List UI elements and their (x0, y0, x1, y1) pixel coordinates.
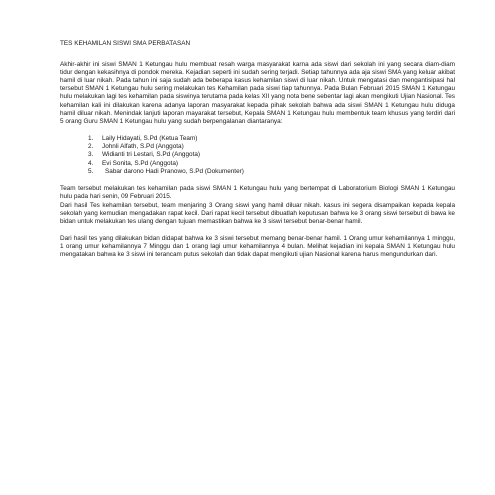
spacer (60, 126, 455, 135)
list-text: Evi Sonita, S.Pd (Anggota) (102, 159, 179, 167)
list-item (88, 135, 455, 143)
spacer (60, 176, 455, 185)
list-number: 5. (88, 168, 94, 176)
list-item (88, 143, 455, 151)
document-page (60, 40, 455, 259)
document-title: TES KEHAMILAN SISWI SMA PERBATASAN (60, 40, 191, 47)
list-text: Sabar darono Hadi Pranowo, S.Pd (Dokumenter) (105, 168, 244, 176)
spacer (60, 226, 455, 235)
list-number: 3. (88, 151, 94, 159)
list-text: Widianti tri Lestari, S.Pd (Anggota) (102, 151, 201, 159)
list-number: 4. (88, 159, 94, 167)
list-item (88, 151, 455, 159)
paragraph-team-test: Team tersebut melakukan tes kehamilan pada siswi SMAN 1 Ketungau hulu yang bertempat di Laboratorium Biologi SMAN 1 Ketungau hulu pada hari senin, 09 Februari 2015. (60, 185, 455, 201)
list-item (88, 160, 455, 168)
list-item (88, 168, 455, 176)
list-text: Johnli Alfath, S.Pd (Anggota) (102, 143, 184, 151)
paragraph-intro: Akhir-akhir ini siswi SMAN 1 Ketungau hulu membuat resah warga masyarakat karna ada siswi dari sekolah ini yang secara diam-diam tidur dengan kekasihnya di pondok mereka. Kejadian seperti ini sudah sering terjadi. Setiap tahunnya ada aja siswi SMA yang keluar akibat hamil di luar nikah. Pada tahun ini saja sudah ada beberapa kasus kehamilan siswi di luar nikah. Untuk mengatasi dan mengantisipasi hal tersebut SMAN 1 Ketungau hulu sering melakukan tes Kehamilan pada siswi tiap tahunnya. Pada Bulan Februari 2015 SMAN 1 Ketungau hulu melakukan lagi tes kehamilan pada siswinya terutama pada kelas XII yang nota bene sebentar lagi akan mengikuti Ujian Nasional. Tes kehamilan kali ini dilakukan karena adanya laporan masyarakat kepada pihak sekolah bahwa ada siswi SMAN 1 Ketungau hulu diduga hamil diluar nikah. Menindak lanjuti laporan mayarakat tersebut, Kepala SMAN 1 Ketungau hulu membentuk team khusus yang terdiri dari 5 orang Guru SMAN 1 Ketungau hulu yang sudah berpengalanan diantaranya: (60, 61, 455, 125)
paragraph-results: Dari hasil Tes kehamilan tersebut, team menjaring 3 Orang siswi yang hamil diluar nikah. kasus ini segera disampaikan kepada kepala sekolah yang kemudian mengadakan rapat kecil. Dari rapat kecil tersebut dibuatlah keputusan bahwa ke 3 orang siswi tersebut di bawa ke bidan untuk melakukan tes ulang dengan tujuan memastikan bahwa ke 3 siswi tersebut benar-benar hamil. (60, 201, 455, 225)
list-number: 2. (88, 143, 94, 151)
list-text: Laily Hidayati, S.Pd (Ketua Team) (102, 134, 198, 142)
team-list (60, 135, 455, 176)
paragraph-conclusion: Dari hasil tes yang dilakukan bidan didapat bahwa ke 3 siswi tersebut memang benar-benar hamil. 1 Orang umur kehamilannya 1 minggu, 1 orang umur kehamilannya 7 Minggu dan 1 orang lagi umur kehamilannya 4 bulan. Melihat kejadian ini kepala SMAN 1 Ketungau hulu mengatakan bahwa ke 3 siswi ini terancam putus sekolah dan tidak dapat mengikuti ujian Nasional karena harus mengundurkan dari. (60, 234, 455, 258)
list-number: 1. (88, 134, 94, 142)
